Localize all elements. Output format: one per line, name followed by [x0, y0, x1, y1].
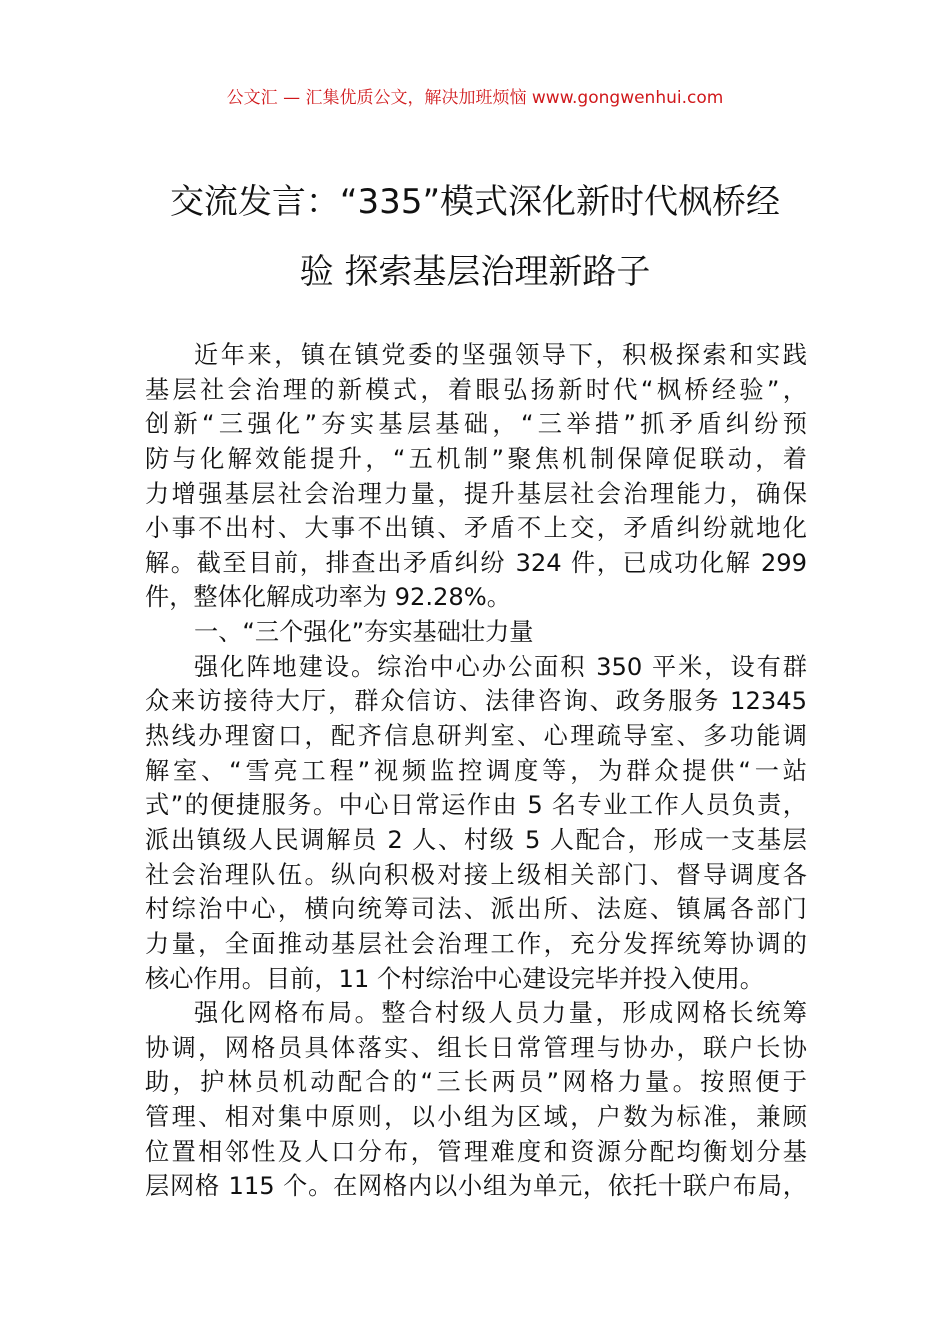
paragraph-line: 派出镇级人民调解员 2 人、村级 5 人配合，形成一支基层 — [145, 825, 807, 854]
paragraph-line: 力量，全面推动基层社会治理工作，充分发挥统筹协调的 — [145, 929, 807, 958]
paragraph-line: 强化阵地建设。综治中心办公面积 350 平米，设有群 — [194, 652, 807, 681]
paragraph-line: 式”的便捷服务。中心日常运作由 5 名专业工作人员负责， — [145, 791, 807, 820]
section-heading: 一、“三个强化”夯实基础壮力量 — [194, 618, 534, 647]
paragraph-line: 近年来，镇在镇党委的坚强领导下，积极探索和实践 — [194, 341, 807, 369]
paragraph-line: 众来访接待大厅，群众信访、法律咨询、政务服务 12345 — [145, 687, 807, 716]
paragraph-line: 协调，网格员具体落实、组长日常管理与协办，联户长协 — [145, 1033, 807, 1062]
website-banner: 公文汇 — 汇集优质公文，解决加班烦恼 www.gongwenhui.com — [226, 88, 724, 108]
paragraph-line: 位置相邻性及人口分布，管理难度和资源分配均衡划分基 — [145, 1137, 807, 1166]
paragraph-line: 小事不出村、大事不出镇、矛盾不上交，矛盾纠纷就地化 — [145, 514, 807, 543]
paragraph-line: 村综治中心，横向统筹司法、派出所、法庭、镇属各部门 — [145, 895, 807, 924]
paragraph-line: 解室、“雪亮工程”视频监控调度等，为群众提供“一站 — [145, 756, 807, 785]
paragraph-line: 热线办理窗口，配齐信息研判室、心理疏导室、多功能调 — [145, 722, 807, 751]
document-title-line-1: 交流发言：“335”模式深化新时代枫桥经 — [169, 182, 781, 222]
paragraph-line: 核心作用。目前，11 个村综治中心建设完毕并投入使用。 — [145, 964, 764, 993]
paragraph-line: 防与化解效能提升，“五机制”聚焦机制保障促联动，着 — [145, 444, 807, 473]
document-body — [145, 338, 807, 1204]
paragraph-line: 社会治理队伍。纵向积极对接上级相关部门、督导调度各 — [145, 860, 807, 889]
paragraph-line: 管理、相对集中原则，以小组为区域，户数为标准，兼顾 — [145, 1103, 807, 1132]
paragraph-line: 基层社会治理的新模式，着眼弘扬新时代“枫桥经验”， — [145, 375, 807, 404]
paragraph-line: 力增强基层社会治理力量，提升基层社会治理能力，确保 — [145, 479, 807, 508]
paragraph-line: 件，整体化解成功率为 92.28%。 — [145, 583, 511, 612]
paragraph-line: 层网格 115 个。在网格内以小组为单元，依托十联户布局， — [145, 1172, 807, 1201]
paragraph-line: 解。截至目前，排查出矛盾纠纷 324 件，已成功化解 299 — [145, 548, 807, 577]
document-title-line-2: 验 探索基层治理新路子 — [299, 252, 651, 292]
paragraph-line: 创新“三强化”夯实基层基础，“三举措”抓矛盾纠纷预 — [145, 410, 807, 439]
paragraph-line: 助，护林员机动配合的“三长两员”网格力量。按照便于 — [145, 1068, 807, 1097]
paragraph-line: 强化网格布局。整合村级人员力量，形成网格长统筹 — [194, 999, 807, 1028]
